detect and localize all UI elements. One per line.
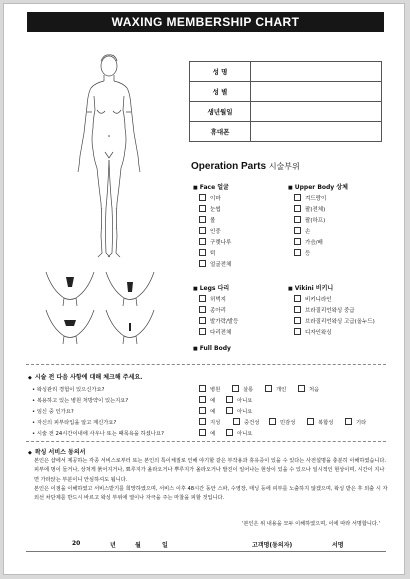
face-heading: ■ Face 얼굴 — [193, 184, 229, 191]
full-body-heading[interactable]: ■ Full Body — [193, 345, 231, 352]
face-item[interactable]: 볼 — [199, 216, 215, 224]
answer-option[interactable]: 처음 — [298, 385, 319, 393]
answer-option[interactable]: 살롱 — [232, 385, 253, 393]
questionnaire-heading: ◆ 시술 전 다음 사항에 대해 체크해 주세요. — [28, 374, 143, 381]
checkbox[interactable] — [232, 385, 239, 392]
body-figure-illustration — [49, 48, 169, 263]
checkbox[interactable] — [294, 238, 301, 245]
answer-option[interactable]: 개인 — [265, 385, 286, 393]
answer-option[interactable]: 예 — [199, 396, 215, 404]
checkbox[interactable] — [233, 418, 240, 425]
checkbox[interactable] — [199, 205, 206, 212]
answer-option[interactable]: 기타 — [345, 418, 366, 426]
checkbox[interactable] — [265, 385, 272, 392]
legs-item[interactable]: 허벅지 — [199, 295, 226, 303]
checkbox[interactable] — [294, 249, 301, 256]
face-item[interactable]: 눈썹 — [199, 205, 221, 213]
checkbox[interactable] — [199, 295, 206, 302]
checkbox[interactable] — [199, 249, 206, 256]
checkbox[interactable] — [199, 385, 206, 392]
upper-body-item[interactable]: 팔(하프) — [294, 216, 325, 224]
bikini-item[interactable]: 비키니라인 — [294, 295, 332, 303]
checkbox[interactable] — [199, 194, 206, 201]
answer-option[interactable]: 예 — [199, 407, 215, 415]
customer-label: 고객명(동의자) — [252, 542, 293, 549]
consent-confirmation: '본인은 위 내용을 모두 이해하였으며, 이에 따라 서명합니다.' — [242, 521, 380, 527]
upper-body-item[interactable]: 팔(전체) — [294, 205, 325, 213]
checkbox[interactable] — [294, 194, 301, 201]
checkbox[interactable] — [199, 317, 206, 324]
bikini-item[interactable]: 디자인왁싱 — [294, 328, 332, 336]
checkbox[interactable] — [294, 328, 301, 335]
day-label: 일 — [162, 542, 168, 549]
checkbox[interactable] — [199, 306, 206, 313]
checkbox[interactable] — [294, 205, 301, 212]
answer-option[interactable]: 복합성 — [307, 418, 333, 426]
checkbox[interactable] — [226, 407, 233, 414]
question-row: • 자신의 피부타입을 알고 계신가요? — [32, 420, 117, 426]
legs-item[interactable]: 다리전체 — [199, 328, 231, 336]
gender-field[interactable] — [251, 82, 382, 102]
checkbox[interactable] — [199, 429, 206, 436]
answer-option[interactable]: 지성 — [199, 418, 220, 426]
consent-paragraph: 피부에 멍이 들거나, 상처게 붉어지거나, 뾰루지가 올라오거나 뿌루지가 올라오거나 발진이 일어나는 현상이 있을 수 있으나 일시적인 현상이며, 시간이 지나면 가라앉는 부분이니 안심하셔도 됩니다. — [34, 467, 385, 483]
customer-info-table — [189, 61, 382, 142]
question-row: • 왁싱관리 경험이 있으신가요? — [32, 387, 105, 393]
checkbox[interactable] — [294, 295, 301, 302]
checkbox[interactable] — [345, 418, 352, 425]
upper-body-heading: ■ Upper Body 상체 — [288, 184, 348, 191]
month-label: 월 — [135, 542, 141, 549]
page-title: WAXING MEMBERSHIP CHART — [27, 12, 384, 32]
signature-label[interactable]: 서명 — [332, 542, 344, 549]
question-row: • 임신 중 인가요? — [32, 409, 74, 415]
upper-body-item[interactable]: 겨드랑이 — [294, 194, 326, 202]
checkbox[interactable] — [269, 418, 276, 425]
answer-option[interactable]: 아니요 — [226, 429, 252, 437]
legs-heading: ■ Legs 다리 — [193, 285, 230, 292]
operation-parts-heading — [191, 161, 300, 172]
checkbox[interactable] — [199, 216, 206, 223]
signature-row — [26, 538, 386, 552]
upper-body-item[interactable]: 가슴/배 — [294, 238, 323, 246]
bikini-item[interactable]: 브라질리언왁싱 고급(올누드) — [294, 317, 375, 325]
divider — [26, 364, 386, 365]
checkbox[interactable] — [226, 396, 233, 403]
checkbox[interactable] — [199, 238, 206, 245]
answer-option[interactable]: 중건성 — [233, 418, 259, 426]
answer-option[interactable]: 아니요 — [226, 407, 252, 415]
chart-page — [3, 3, 405, 575]
consent-heading: ◆ 왁싱 서비스 동의서 — [28, 449, 86, 456]
checkbox[interactable] — [226, 429, 233, 436]
checkbox[interactable] — [199, 418, 206, 425]
upper-body-item[interactable]: 등 — [294, 249, 310, 257]
name-field[interactable] — [251, 62, 382, 82]
operation-subtitle: 시술부위 — [268, 162, 300, 171]
bikini-heading: ■ Vikini 비키니 — [288, 285, 334, 292]
operation-title: Operation Parts — [191, 161, 267, 172]
bikini-area-illustrations — [40, 268, 160, 348]
phone-field[interactable] — [251, 122, 382, 142]
consent-text — [34, 457, 389, 503]
consent-paragraph: 본인은 이점을 이해하였고 서비스받기를 희망하였으며, 서비스 이후 48시간 동안 스파, 수영장, 태닝 등에 피부를 노출하지 않겠으며, 왁싱 받은 후 외출 시 자외선 차단제를 반드시 바르고 왁싱 부위에 열이나 자극을 주는 마찰을 피할 것입니다. — [34, 485, 388, 502]
checkbox[interactable] — [294, 227, 301, 234]
checkbox[interactable] — [294, 306, 301, 313]
answer-option[interactable]: 병원 — [199, 385, 220, 393]
face-item[interactable]: 턱 — [199, 249, 215, 257]
checkbox[interactable] — [199, 407, 206, 414]
face-item[interactable]: 이마 — [199, 194, 221, 202]
bikini-item[interactable]: 브라질리언왁싱 중급 — [294, 306, 355, 314]
birthdate-field[interactable] — [251, 102, 382, 122]
checkbox[interactable] — [199, 227, 206, 234]
upper-body-item[interactable]: 손 — [294, 227, 310, 235]
checkbox[interactable] — [294, 216, 301, 223]
face-item[interactable]: 구렛나루 — [199, 238, 231, 246]
face-item[interactable]: 인중 — [199, 227, 221, 235]
question-row: • 시술 전 24시간이내에 사우나 또는 때목욕을 하셨나요? — [32, 431, 164, 437]
legs-item[interactable]: 종아리 — [199, 306, 226, 314]
phone-label: 휴대폰 — [190, 122, 251, 142]
birthdate-label: 생년월일 — [190, 102, 251, 122]
answer-option[interactable]: 예 — [199, 429, 215, 437]
checkbox[interactable] — [294, 317, 301, 324]
question-row: • 복용하고 있는 병원 처방약이 있는지요? — [32, 398, 129, 404]
gender-label: 성 별 — [190, 82, 251, 102]
checkbox[interactable] — [199, 260, 206, 267]
legs-item[interactable]: 발가락/발등 — [199, 317, 238, 325]
divider — [26, 441, 386, 442]
checkbox[interactable] — [199, 328, 206, 335]
name-label: 성 명 — [190, 62, 251, 82]
checkbox[interactable] — [298, 385, 305, 392]
consent-paragraph: 본인은 샵에서 제공하는 각종 서비스로부터 또는 본인의 특이체질로 인해 야기할 같은 부작용과 휴유증이 있을 수 있다는 사전설명을 충분히 이해하였습니다. — [34, 458, 387, 464]
year-label: 년 — [110, 542, 116, 549]
checkbox[interactable] — [199, 396, 206, 403]
checkbox[interactable] — [307, 418, 314, 425]
answer-option[interactable]: 민감성 — [269, 418, 295, 426]
answer-option[interactable]: 아니요 — [226, 396, 252, 404]
face-item[interactable]: 얼굴전체 — [199, 260, 231, 268]
year-prefix: 20 — [72, 540, 81, 547]
